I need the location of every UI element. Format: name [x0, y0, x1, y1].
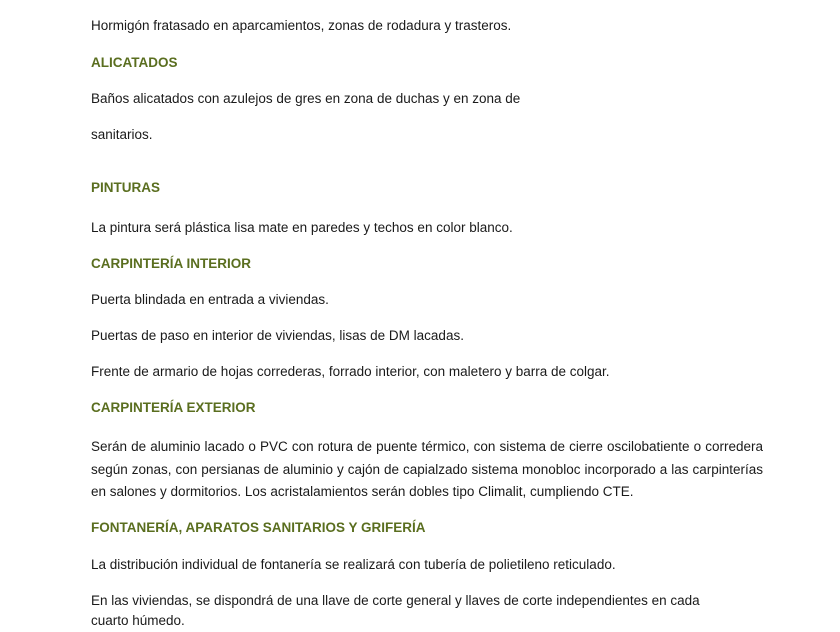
paragraph-pinturas: La pintura será plástica lisa mate en paredes y techos en color blanco.	[91, 220, 513, 235]
paragraph-hormigon: Hormigón fratasado en aparcamientos, zonas de rodadura y trasteros.	[91, 18, 512, 33]
heading-alicatados: ALICATADOS	[91, 55, 178, 70]
paragraph-carpinteria-interior-line2: Puertas de paso en interior de viviendas, lisas de DM lacadas.	[91, 328, 464, 343]
paragraph-carpinteria-interior-line1: Puerta blindada en entrada a viviendas.	[91, 292, 329, 307]
paragraph-fontaneria-line2b: cuarto húmedo.	[91, 613, 185, 628]
paragraph-alicatados-line1: Baños alicatados con azulejos de gres en zona de duchas y en zona de	[91, 91, 521, 106]
paragraph-carpinteria-interior-line3: Frente de armario de hojas correderas, forrado interior, con maletero y barra de colgar.	[91, 364, 610, 379]
paragraph-carpinteria-exterior: Serán de aluminio lacado o PVC con rotura de puente térmico, con sistema de cierre oscilobatiente o corredera según zonas, con persianas de aluminio y cajón de capialzado sistema monobloc incorporado a las carpinterías en salones y dormitorios. Los acristalamientos serán dobles tipo Climalit, cumpliendo CTE.	[91, 439, 763, 499]
paragraph-fontaneria-line1: La distribución individual de fontanería se realizará con tubería de polietileno reticulado.	[91, 557, 616, 572]
heading-carpinteria-interior: CARPINTERÍA INTERIOR	[91, 256, 252, 271]
heading-fontaneria: FONTANERÍA, APARATOS SANITARIOS Y GRIFERÍA	[91, 520, 426, 535]
heading-pinturas: PINTURAS	[91, 180, 161, 195]
paragraph-fontaneria-line2a: En las viviendas, se dispondrá de una llave de corte general y llaves de corte independientes en cada	[91, 593, 700, 608]
paragraph-alicatados-line2: sanitarios.	[91, 127, 153, 142]
heading-carpinteria-exterior: CARPINTERÍA EXTERIOR	[91, 400, 256, 415]
